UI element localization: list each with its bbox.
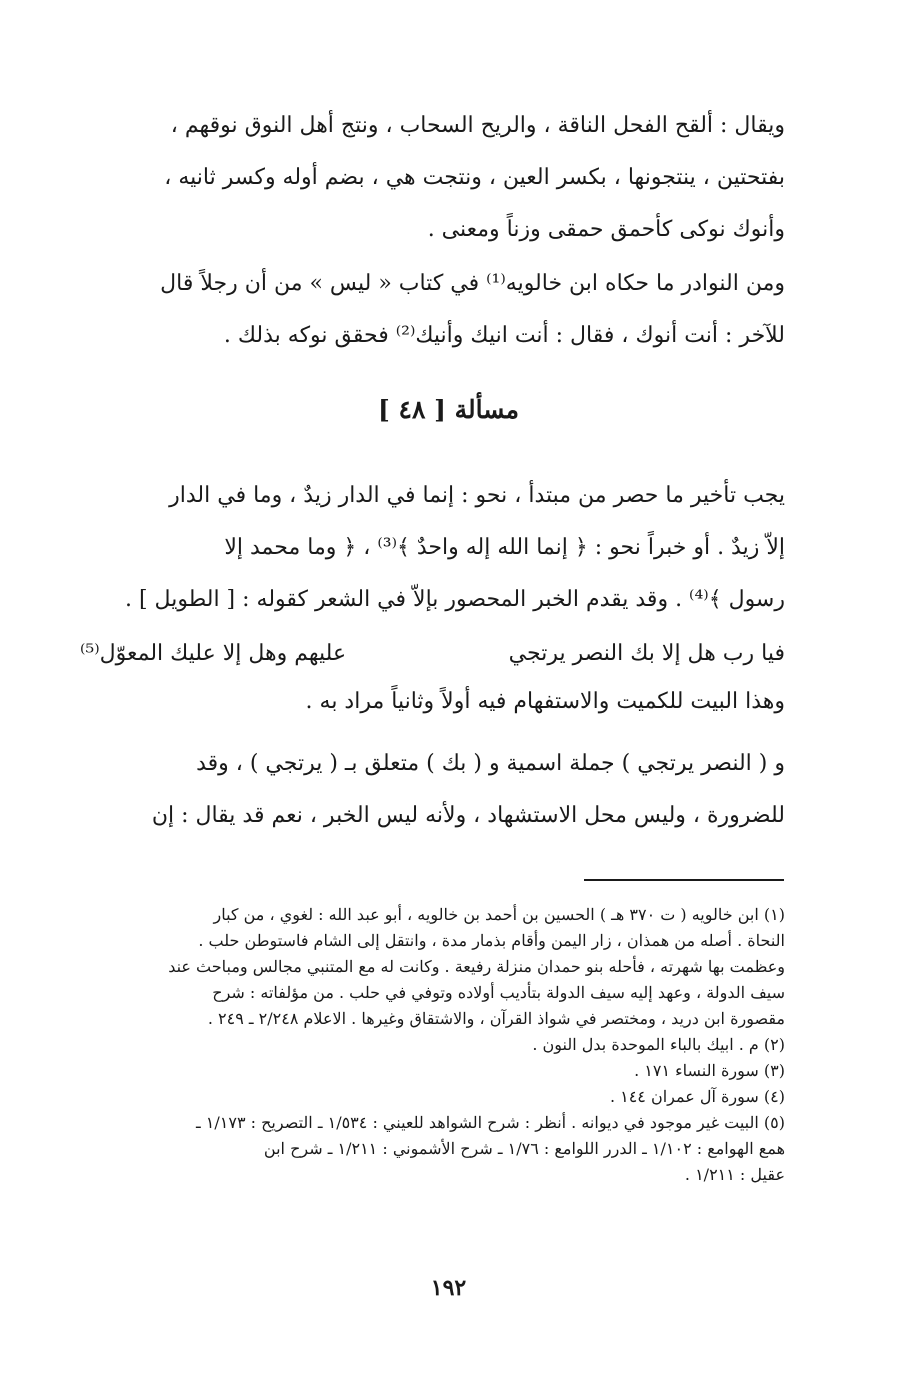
footnote-5 <box>80 1110 785 1188</box>
text-line: للآخر : أنت أنوك ، فقال : أنت انيك وأنيك⁽²⁾ فحقق نوكه بذلك . <box>223 323 785 348</box>
text-line: بفتحتين ، ينتجونها ، بكسر العين ، ونتجت هي ، بضم أوله وكسر ثانيه ، <box>164 165 785 190</box>
footnote-line: النحاة . أصله من همذان ، زار اليمن وأقام بذمار مدة ، وانتقل إلى الشام فاستوطن حلب . <box>198 931 785 950</box>
footnote-separator <box>584 879 784 881</box>
footnote-line: (٢) م . ابيك بالباء الموحدة بدل النون . <box>532 1035 785 1054</box>
text-line: وهذا البيت للكميت والاستفهام فيه أولاً وثانياً مراد به . <box>305 689 785 714</box>
footnote-line: همع الهوامع : ١/١٠٢ ـ الدرر اللوامع : ١/٧٦ ـ شرح الأشموني : ١/٢١١ ـ شرح ابن <box>263 1139 785 1158</box>
footnote-line: وعظمت بها شهرته ، فأحله بنو حمدان منزلة رفيعة . وكانت له مع المتنبي مجالس ومباحث عند <box>168 957 785 976</box>
footnote-1 <box>80 902 785 1032</box>
footnote-line: عقيل : ١/٢١١ . <box>684 1165 785 1184</box>
text-line: إلاّ زيدٌ . أو خبراً نحو : ﴿ إنما الله إله واحدٌ ﴾⁽³⁾ ، ﴿ وما محمد إلا <box>224 535 785 560</box>
text-line: رسول ﴾⁽⁴⁾ . وقد يقدم الخبر المحصور بإلاّ في الشعر كقوله : [ الطويل ] . <box>124 587 785 612</box>
paragraph-2 <box>80 258 785 362</box>
footnote-2 <box>80 1032 785 1058</box>
footnote-line: (٣) سورة النساء ١٧١ . <box>634 1061 785 1080</box>
paragraph-3 <box>80 470 785 626</box>
footnotes <box>80 902 785 1188</box>
footnote-3 <box>80 1058 785 1084</box>
footnote-line: سيف الدولة ، وعهد إليه سيف الدولة بتأديب أولاده وتوفي في حلب . من مؤلفاته : شرح <box>212 983 785 1002</box>
page-number: ١٩٢ <box>430 1275 467 1301</box>
text-line: يجب تأخير ما حصر من مبتدأ ، نحو : إنما في الدار زيدٌ ، وما في الدار <box>169 483 785 508</box>
text-line: للضرورة ، وليس محل الاستشهاد ، ولأنه ليس الخبر ، نعم قد يقال : إن <box>151 803 785 828</box>
text-line: وأنوك نوكى كأحمق حمقى وزناً ومعنى . <box>427 217 785 242</box>
poetry-verse <box>80 628 785 680</box>
footnote-line: (٤) سورة آل عمران ١٤٤ . <box>609 1087 785 1106</box>
text-line: ومن النوادر ما حكاه ابن خالويه⁽¹⁾ في كتاب « ليس » من أن رجلاً قال <box>160 271 785 296</box>
paragraph-1 <box>80 100 785 256</box>
verse-hemistich-2: عليهم وهل إلا عليك المعوّل⁽⁵⁾ <box>80 641 347 666</box>
footnote-line: مقصورة ابن دريد ، ومختصر في شواذ القرآن ، والاشتقاق وغيرها . الاعلام ٢/٢٤٨ ـ ٢٤٩ . <box>207 1009 785 1028</box>
section-heading: مسألة [ ٤٨ ] <box>378 395 519 424</box>
footnote-4 <box>80 1084 785 1110</box>
verse-hemistich-1: فيا رب هل إلا بك النصر يرتجي <box>508 641 785 666</box>
footnote-line: (٥) البيت غير موجود في ديوانه . أنظر : شرح الشواهد للعيني : ١/٥٣٤ ـ التصريح : ١/١٧٣ ـ <box>195 1113 785 1132</box>
text-line: و ( النصر يرتجي ) جملة اسمية و ( بك ) متعلق بـ ( يرتجي ) ، وقد <box>196 751 785 776</box>
verse-comment <box>80 676 785 728</box>
footnote-line: (١) ابن خالويه ( ت ٣٧٠ هـ ) الحسين بن أحمد بن خالويه ، أبو عبد الله : لغوي ، من كبار <box>213 905 785 924</box>
text-line: ويقال : ألقح الفحل الناقة ، والريح السحاب ، ونتج أهل النوق نوقهم ، <box>170 113 785 138</box>
paragraph-4 <box>80 738 785 842</box>
